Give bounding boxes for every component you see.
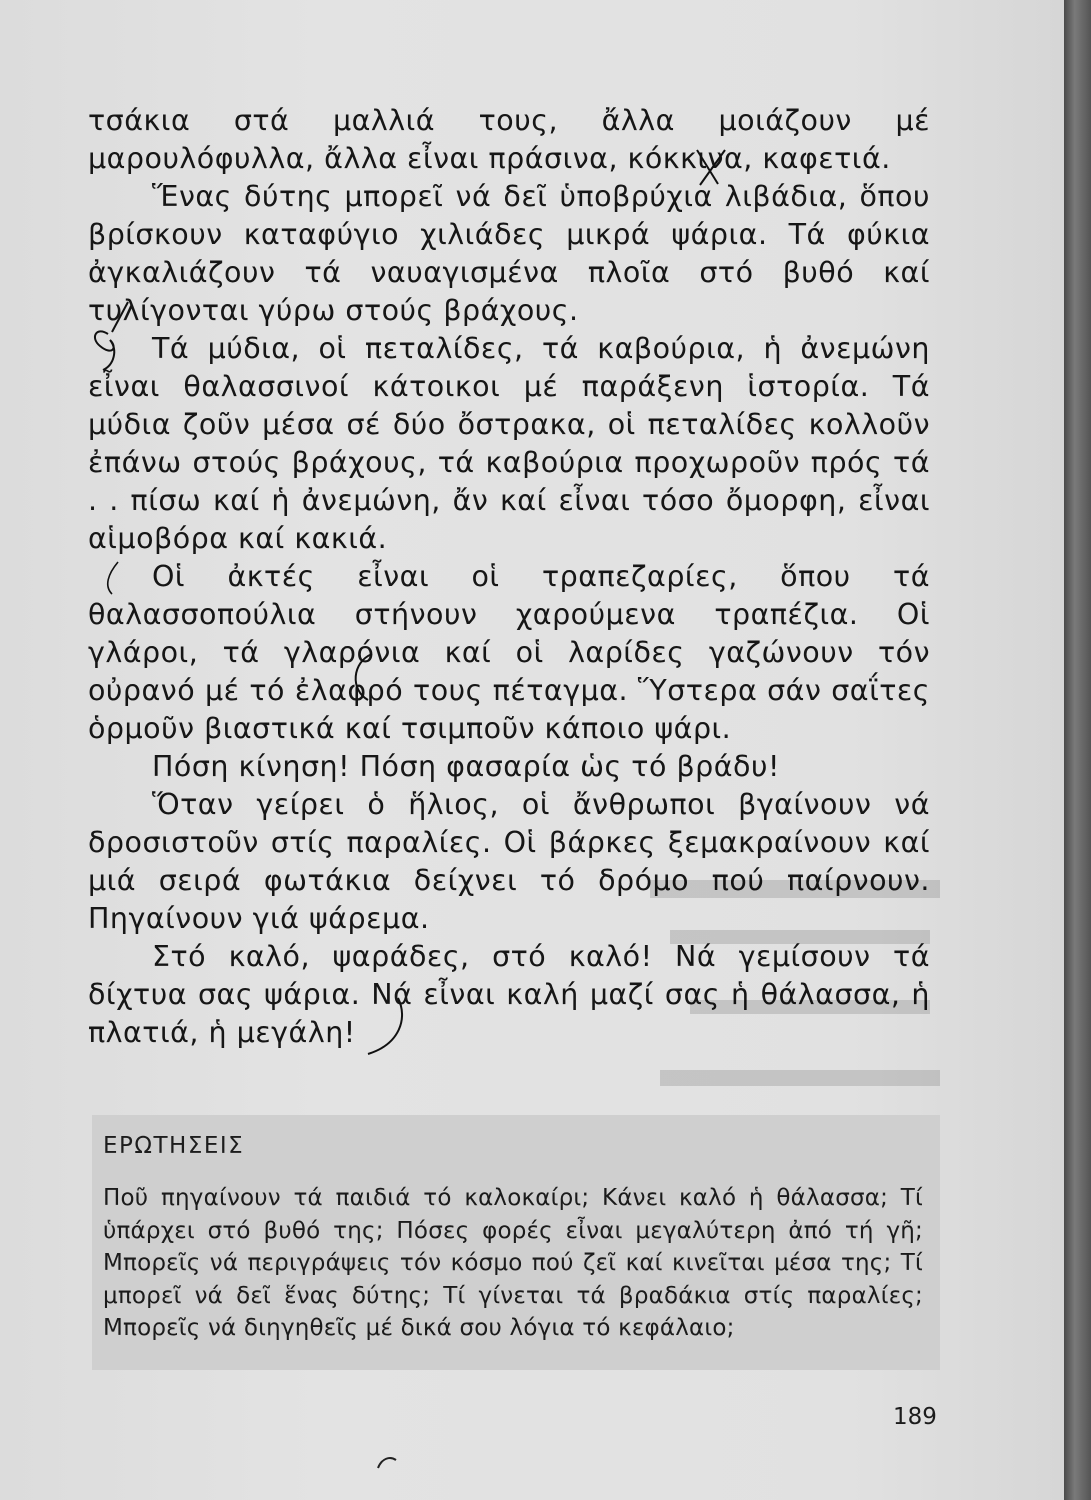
pen-slash-mark — [112, 302, 128, 332]
paragraph-2: Ἕνας δύτης μπορεῖ νά δεῖ ὑποβρύχια λιβάδια, ὅπου βρίσκουν καταφύγιο χιλιάδες μικρά ψάρια. Τά φύκια ἀγκαλιάζουν τά ναυαγισμένα πλοῖα στό βυθό καί τυλίγονται γύρω στούς βράχους. — [88, 180, 930, 327]
paragraph-4: Οἱ ἀκτές εἶναι οἱ τραπεζαρίες, ὅπου τά θαλασσοπούλια στήνουν χαρούμενα τραπέζια. Οἱ γλάροι, τά γλαρόνια καί οἱ λαρίδες γαζώνουν τόν οὐρανό μέ τό ἐλαφρό τους πέταγμα. Ὕστερα σάν σαΐτες ὁρμοῦν βιαστικά καί τσιμποῦν κάποιο ψάρι. — [88, 560, 930, 745]
page-edge-shadow — [1064, 0, 1091, 1500]
pen-smudge-mark — [378, 1458, 396, 1468]
pen-bracket-mark — [356, 654, 372, 700]
paragraph-7: Στό καλό, ψαράδες, στό καλό! Νά γεμίσουν τά δίχτυα σας ψάρια. Νά εἶναι καλή μαζί σας ἡ θάλασσα, ἡ πλατιά, ἡ μεγάλη! — [88, 940, 930, 1049]
page-number: 189 — [893, 1404, 937, 1430]
questions-heading: ΕΡΩΤΗΣΕΙΣ — [103, 1133, 245, 1159]
pen-cross-mark — [697, 150, 725, 185]
paragraph-6: Ὅταν γείρει ὁ ἥλιος, οἱ ἄνθρωποι βγαίνουν νά δροσιστοῦν στίς παραλίες. Οἱ βάρκες ξεμακραίνουν καί μιά σειρά φωτάκια δείχνει τό δρόμο πού παίρνουν. Πηγαίνουν γιά ψάρεμα. — [88, 788, 930, 935]
pen-paragraph-curve — [108, 562, 118, 594]
paragraph-1: τσάκια στά μαλλιά τους, ἄλλα μοιάζουν μέ μαρουλόφυλλα, ἄλλα εἶναι πράσινα, κόκκινα, καφετιά. — [88, 104, 930, 175]
pen-paragraph-mark — [95, 331, 114, 370]
paragraph-5: Πόση κίνηση! Πόση φασαρία ὡς τό βράδυ! — [152, 750, 780, 783]
pen-end-mark — [368, 998, 402, 1054]
questions-text: Ποῦ πηγαίνουν τά παιδιά τό καλοκαίρι; Κάνει καλό ἡ θάλασσα; Τί ὑπάρχει στό βυθό της; Πόσες φορές εἶναι μεγαλύτερη ἀπό τή γῆ; Μπορεῖς νά περιγράψεις τόν κόσμο πού ζεῖ καί κινεῖται μέσα της; Τί μπορεῖ νά δεῖ ἕνας δύτης; Τί γίνεται τά βραδάκια στίς παραλίες; Μπορεῖς νά διηγηθεῖς μέ δικά σου λόγια τό κεφάλαιο; — [103, 1185, 923, 1341]
paragraph-3: Τά μύδια, οἱ πεταλίδες, τά καβούρια, ἡ ἀνεμώνη εἶναι θαλασσινοί κάτοικοι μέ παράξενη ἱστορία. Τά μύδια ζοῦν μέσα σέ δύο ὄστρακα, οἱ πεταλίδες κολλοῦν ἐπάνω στούς βράχους, τά καβούρια προχωροῦν πρός τά . . πίσω καί ἡ ἀνεμώνη, ἄν καί εἶναι τόσο ὄμορφη, εἶναι αἱμοβόρα καί κακιά. — [88, 332, 930, 555]
